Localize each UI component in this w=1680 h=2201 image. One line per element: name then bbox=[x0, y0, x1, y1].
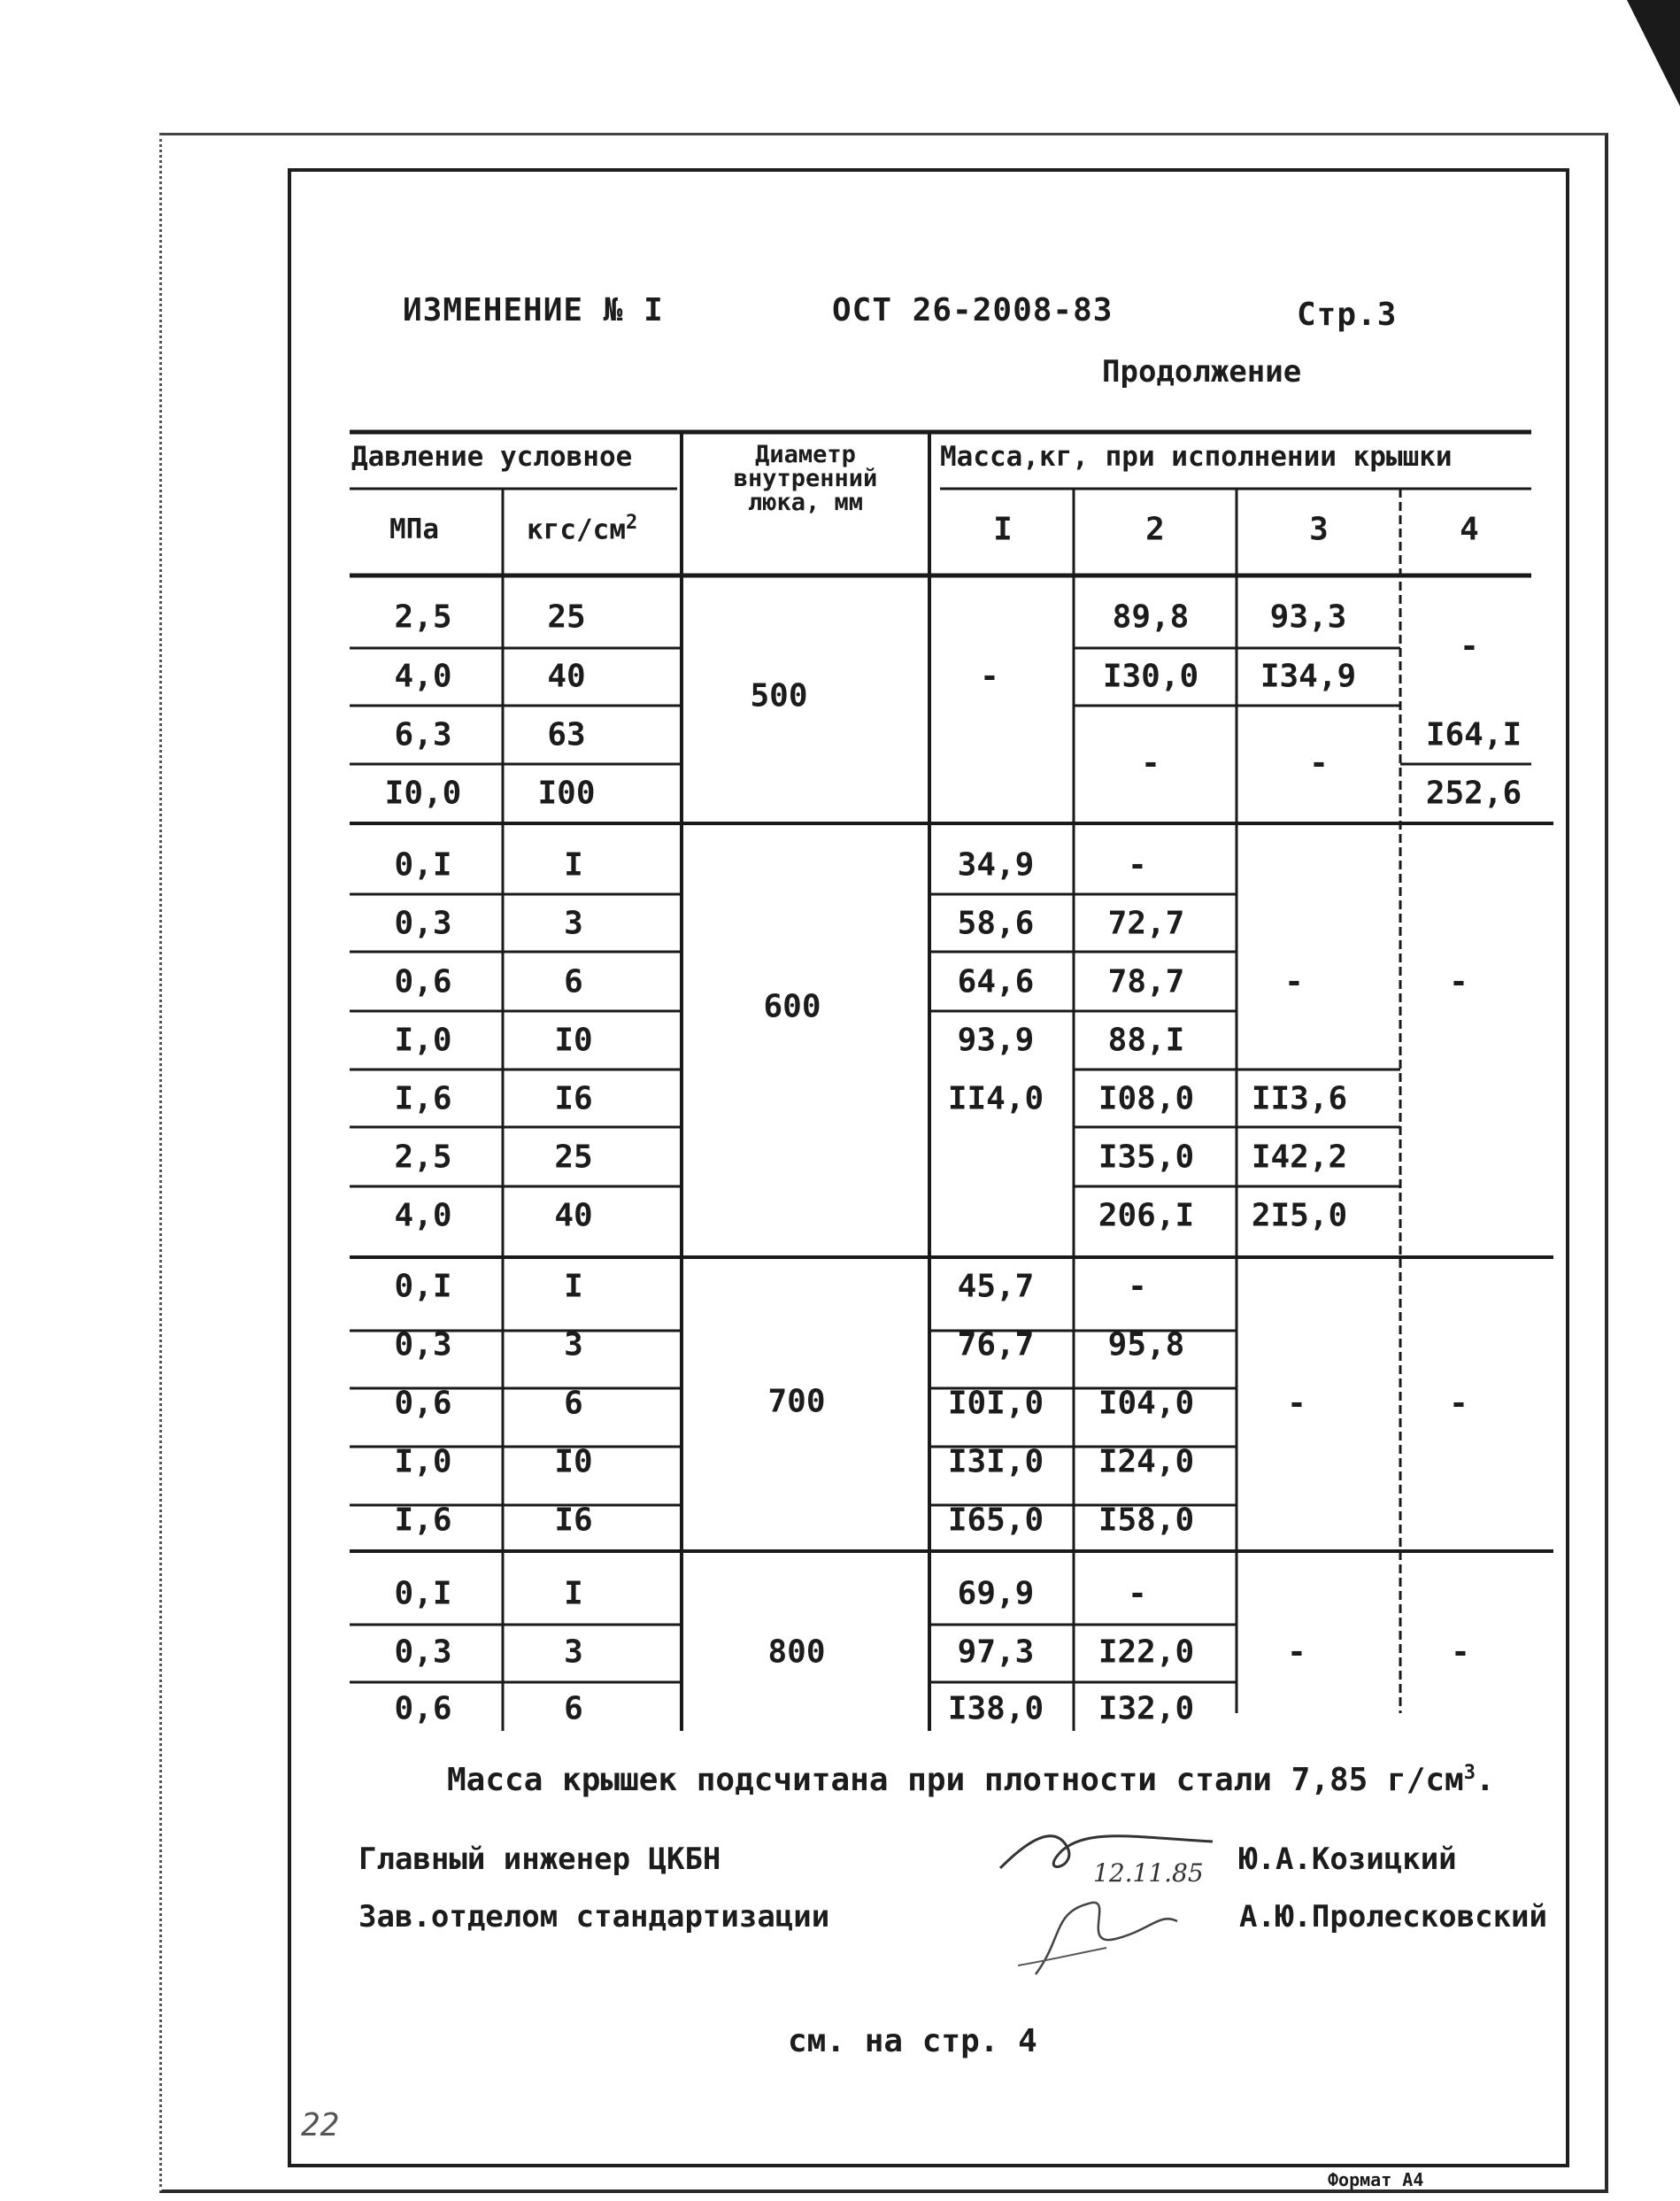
table-cell: 4,0 bbox=[394, 658, 452, 695]
table-cell: II3,6 bbox=[1251, 1080, 1348, 1117]
page-number: Стр.3 bbox=[1297, 297, 1398, 333]
table-cell: I6 bbox=[554, 1080, 593, 1117]
table-cell: I,6 bbox=[394, 1080, 452, 1117]
table-cell: 0,I bbox=[394, 1268, 452, 1305]
diameter-cell: 500 bbox=[750, 677, 808, 714]
table-cell: - bbox=[1287, 1385, 1306, 1422]
table-cell: I bbox=[564, 1575, 583, 1612]
table-cell: 3 bbox=[564, 905, 583, 942]
table-cell: 206,I bbox=[1098, 1197, 1195, 1234]
table-cell: - bbox=[1128, 1575, 1147, 1612]
table-cell: I08,0 bbox=[1098, 1080, 1195, 1117]
table-cell: 0,I bbox=[394, 846, 452, 884]
table-cell: I3I,0 bbox=[947, 1443, 1044, 1480]
table-cell: 0,6 bbox=[394, 963, 452, 1000]
see-next-page: см. на стр. 4 bbox=[788, 2023, 1037, 2059]
table-cell: 252,6 bbox=[1425, 775, 1522, 812]
table-cell: I22,0 bbox=[1098, 1633, 1195, 1671]
table-cell: 76,7 bbox=[957, 1326, 1035, 1363]
table-cell: I35,0 bbox=[1098, 1139, 1195, 1176]
table-cell: I6 bbox=[554, 1502, 593, 1539]
table-cell: - bbox=[1449, 1385, 1468, 1422]
table-cell: I0 bbox=[554, 1443, 593, 1480]
table-cell: I bbox=[564, 1268, 583, 1305]
table-cell: I00 bbox=[537, 775, 596, 812]
table-cell: 2,5 bbox=[394, 599, 452, 636]
table-cell: 25 bbox=[554, 1139, 593, 1176]
table-cell: 97,3 bbox=[957, 1633, 1035, 1671]
table-cell: 3 bbox=[564, 1326, 583, 1363]
variant-1-header: I bbox=[993, 511, 1013, 548]
handwritten-signatures bbox=[983, 1806, 1248, 2001]
table-cell: - bbox=[1449, 963, 1468, 1000]
table-cell: 72,7 bbox=[1107, 905, 1185, 942]
table-cell: 0,I bbox=[394, 1575, 452, 1612]
head-of-department-title: Зав.отделом стандартизации bbox=[358, 1899, 830, 1935]
table-cell: I bbox=[564, 846, 583, 884]
table-cell: 6 bbox=[564, 1690, 583, 1727]
table-cell: - bbox=[1287, 1633, 1306, 1671]
table-cell: 63 bbox=[547, 716, 586, 753]
variant-3-header: 3 bbox=[1309, 511, 1329, 548]
table-cell: 3 bbox=[564, 1633, 583, 1671]
change-label: ИЗМЕНЕНИЕ № I bbox=[403, 292, 664, 328]
table-cell: - bbox=[1309, 745, 1329, 782]
handwritten-page-number: 22 bbox=[301, 2107, 340, 2143]
table-cell: II4,0 bbox=[947, 1080, 1044, 1117]
table-cell: I58,0 bbox=[1098, 1502, 1195, 1539]
table-cell: I42,2 bbox=[1251, 1139, 1348, 1176]
table-cell: 6 bbox=[564, 1385, 583, 1422]
table-cell: - bbox=[1451, 1633, 1470, 1671]
table-cell: I,0 bbox=[394, 1443, 452, 1480]
chief-engineer-name: Ю.А.Козицкий bbox=[1239, 1842, 1457, 1877]
diameter-header: Диаметр внутренний люка, мм bbox=[733, 441, 878, 516]
table-cell: I38,0 bbox=[947, 1690, 1044, 1727]
table-cell: 0,3 bbox=[394, 1633, 452, 1671]
table-cell: 4,0 bbox=[394, 1197, 452, 1234]
table-cell: I0I,0 bbox=[947, 1385, 1044, 1422]
variant-2-header: 2 bbox=[1145, 511, 1165, 548]
table-cell: I65,0 bbox=[947, 1502, 1044, 1539]
table-cell: I24,0 bbox=[1098, 1443, 1195, 1480]
table-cell: 6 bbox=[564, 963, 583, 1000]
table-cell: 40 bbox=[547, 658, 586, 695]
table-cell: 40 bbox=[554, 1197, 593, 1234]
table-cell: - bbox=[1284, 963, 1304, 1000]
chief-engineer-title: Главный инженер ЦКБН bbox=[358, 1842, 721, 1877]
table-cell: I64,I bbox=[1425, 716, 1522, 753]
pressure-group-header: Давление условное bbox=[351, 441, 633, 473]
table-cell: I0 bbox=[554, 1022, 593, 1059]
table-cell: 0,3 bbox=[394, 905, 452, 942]
table-cell: - bbox=[980, 658, 999, 695]
table-cell: 58,6 bbox=[957, 905, 1035, 942]
table-cell: 2,5 bbox=[394, 1139, 452, 1176]
table-cell: 89,8 bbox=[1112, 599, 1190, 636]
table-cell: 78,7 bbox=[1107, 963, 1185, 1000]
table-cell: - bbox=[1141, 745, 1160, 782]
mass-group-header: Масса,кг, при исполнении крышки bbox=[940, 441, 1453, 473]
diameter-cell: 800 bbox=[767, 1633, 826, 1671]
table-cell: I04,0 bbox=[1098, 1385, 1195, 1422]
standard-number: ОСТ 26-2008-83 bbox=[832, 292, 1114, 328]
table-cell: 95,8 bbox=[1107, 1326, 1185, 1363]
diameter-cell: 700 bbox=[767, 1383, 826, 1420]
table-cell: 64,6 bbox=[957, 963, 1035, 1000]
table-cell: - bbox=[1460, 628, 1479, 665]
diameter-cell: 600 bbox=[763, 988, 821, 1025]
variant-4-header: 4 bbox=[1460, 511, 1479, 548]
table-cell: 0,3 bbox=[394, 1326, 452, 1363]
table-cell: 6,3 bbox=[394, 716, 452, 753]
table-cell: I,6 bbox=[394, 1502, 452, 1539]
table-cell: 2I5,0 bbox=[1251, 1197, 1348, 1234]
table-cell: 93,9 bbox=[957, 1022, 1035, 1059]
table-cell: 88,I bbox=[1107, 1022, 1185, 1059]
table-cell: 45,7 bbox=[957, 1268, 1035, 1305]
table-cell: I,0 bbox=[394, 1022, 452, 1059]
table-cell: I32,0 bbox=[1098, 1690, 1195, 1727]
continuation-label: Продолжение bbox=[1102, 354, 1302, 390]
density-note: Масса крышек подсчитана при плотности стали 7,85 $г/см^3$. bbox=[447, 1762, 1495, 1798]
table-cell: - bbox=[1128, 1268, 1147, 1305]
table-cell: 93,3 bbox=[1269, 599, 1347, 636]
table-cell: 34,9 bbox=[957, 846, 1035, 884]
table-cell: 0,6 bbox=[394, 1385, 452, 1422]
paper-format: Формат А4 bbox=[1328, 2169, 1424, 2190]
table-cell: I34,9 bbox=[1260, 658, 1357, 695]
head-of-department-name: А.Ю.Пролесковский bbox=[1239, 1899, 1547, 1935]
table-cell: 69,9 bbox=[957, 1575, 1035, 1612]
table-cell: I30,0 bbox=[1102, 658, 1199, 695]
kgf-header: кгс/$см^2$ bbox=[527, 512, 638, 546]
table-cell: I0,0 bbox=[384, 775, 462, 812]
table-cell: 25 bbox=[547, 599, 586, 636]
mpa-header: МПа bbox=[389, 514, 439, 545]
handwritten-date: 12.11.85 bbox=[1093, 1858, 1204, 1888]
table-cell: - bbox=[1128, 846, 1147, 884]
table-cell: 0,6 bbox=[394, 1690, 452, 1727]
